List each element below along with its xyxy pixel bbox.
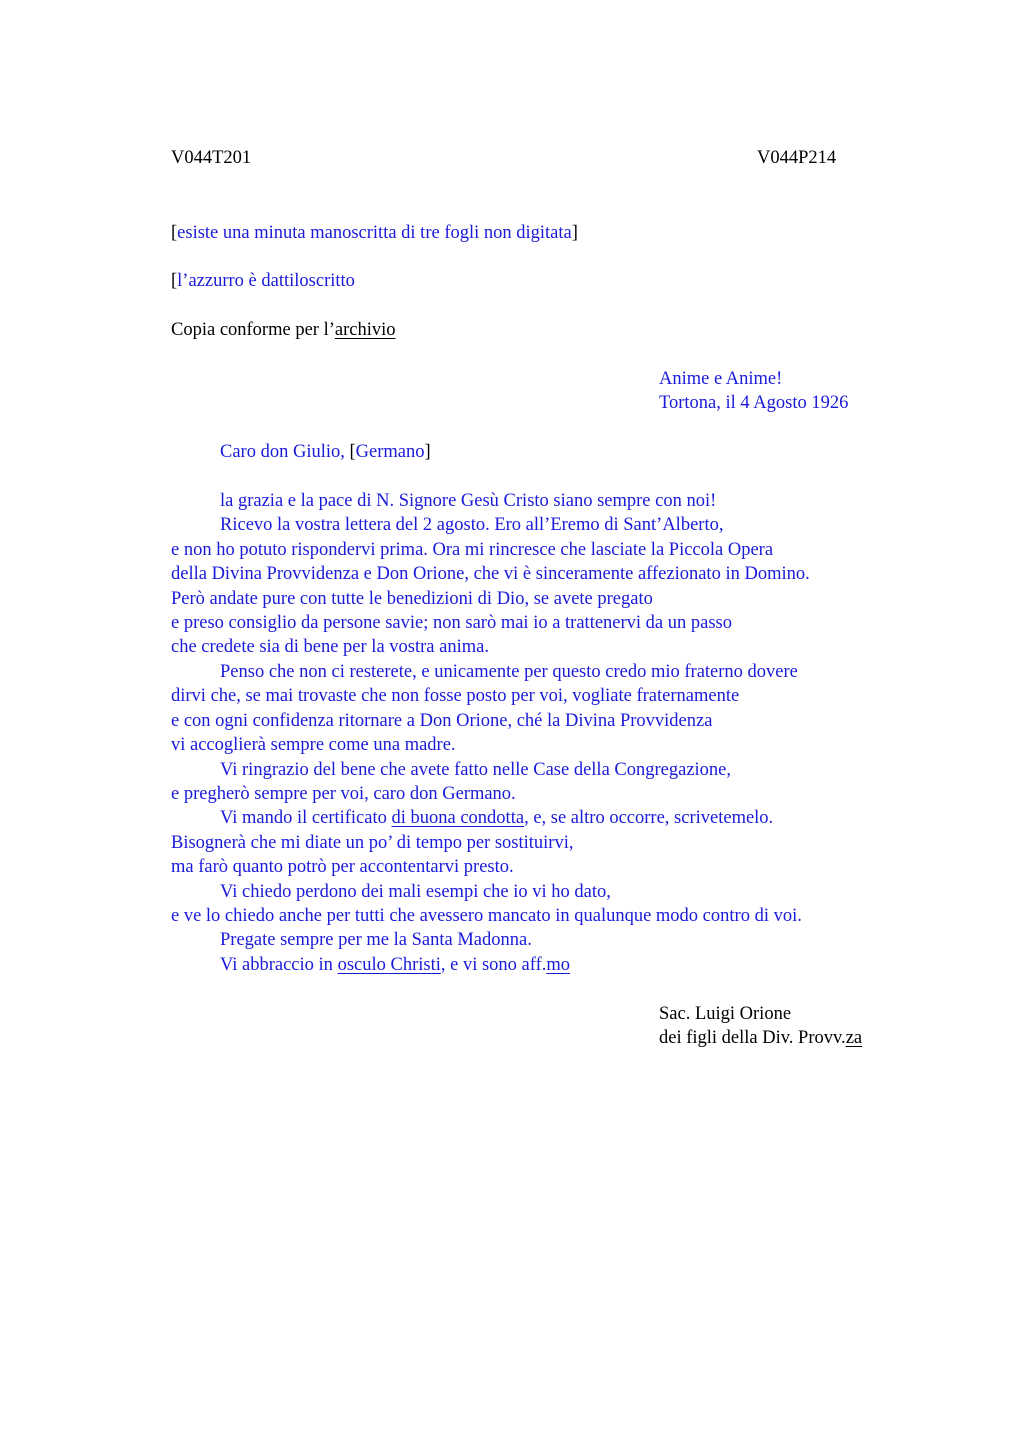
signature-title-text: dei figli della Div. Provv. [659,1028,846,1048]
note-text: l’azzurro è dattiloscritto [177,271,355,291]
body-line: e preso consiglio da persone savie; non sarò mai io a trattenervi da un passo [171,613,733,633]
editorial-note-manuscript [171,221,578,245]
certificate-underlined: di buona condotta [391,808,525,828]
body-text: , e vi sono aff. [440,955,547,975]
body-line: che credete sia di bene per la vostra anima. [171,637,489,657]
signature-title [659,1026,862,1050]
body-line-certificate [220,806,773,830]
body-line: e pregherò sempre per voi, caro don Germano. [171,784,516,804]
body-line: della Divina Provvidenza e Don Orione, che vi è sinceramente affezionato in Domino. [171,564,810,584]
body-line: e non ho potuto rispondervi prima. Ora mi rincresce che lasciate la Piccola Opera [171,540,774,560]
body-line: Ricevo la vostra lettera del 2 agosto. Ero all’Eremo di Sant’Alberto, [220,515,724,535]
body-line: Penso che non ci resterete, e unicamente per questo credo mio fraterno dovere [220,662,798,682]
body-line-closing [220,953,570,977]
copy-conforming-line [171,318,396,342]
superscript-mo-underlined: mo [546,955,570,975]
dateline-motto: Anime e Anime! [659,369,783,389]
body-line: e con ogni confidenza ritornare a Don Orione, ché la Divina Provvidenza [171,711,713,731]
salutation-bracket-close: ] [424,442,431,462]
body-line: ma farò quanto potrò per accontentarvi presto. [171,857,514,877]
copy-archive-underlined: archivio [334,320,396,340]
note-bracket-open: [ [171,271,178,291]
body-line: Bisognerà che mi diate un po’ di tempo per sostituirvi, [171,833,574,853]
salutation-text: Caro don Giulio, [220,442,350,462]
body-text: Vi abbraccio in [220,955,338,975]
dateline-place-date: Tortona, il 4 Agosto 1926 [659,393,849,413]
body-line: e ve lo chiedo anche per tutti che avessero mancato in qualunque modo contro di voi. [171,906,802,926]
body-line: Però andate pure con tutte le benedizioni di Dio, se avete pregato [171,589,653,609]
body-line: Vi ringrazio del bene che avete fatto nelle Case della Congregazione, [220,760,732,780]
note-bracket-open: [ [171,223,178,243]
body-text: Vi mando il certificato [220,808,392,828]
editorial-note-typed [171,269,355,293]
copy-prefix: Copia conforme per l’ [171,320,335,340]
body-line: Vi chiedo perdono dei mali esempi che io vi ho dato, [220,882,611,902]
body-line: dirvi che, se mai trovaste che non fosse posto per voi, vogliate fraternamente [171,686,740,706]
body-line: Pregate sempre per me la Santa Madonna. [220,930,532,950]
header-right-code: V044P214 [757,148,837,168]
salutation-bracket-open: [ [349,442,356,462]
body-line: vi accoglierà sempre come una madre. [171,735,456,755]
signature-abbrev-underlined: za [845,1028,863,1048]
body-line: la grazia e la pace di N. Signore Gesù Cristo siano sempre con noi! [220,491,717,511]
salutation-bracket-name: Germano [355,442,425,462]
osculo-christi-underlined: osculo Christi [337,955,441,975]
salutation [220,440,431,464]
header-left-code: V044T201 [171,148,252,168]
note-bracket-close: ] [571,223,578,243]
body-text: , e, se altro occorre, scrivetemelo. [524,808,774,828]
signature-name: Sac. Luigi Orione [659,1004,792,1024]
note-text: esiste una minuta manoscritta di tre fogli non digitata [177,223,572,243]
